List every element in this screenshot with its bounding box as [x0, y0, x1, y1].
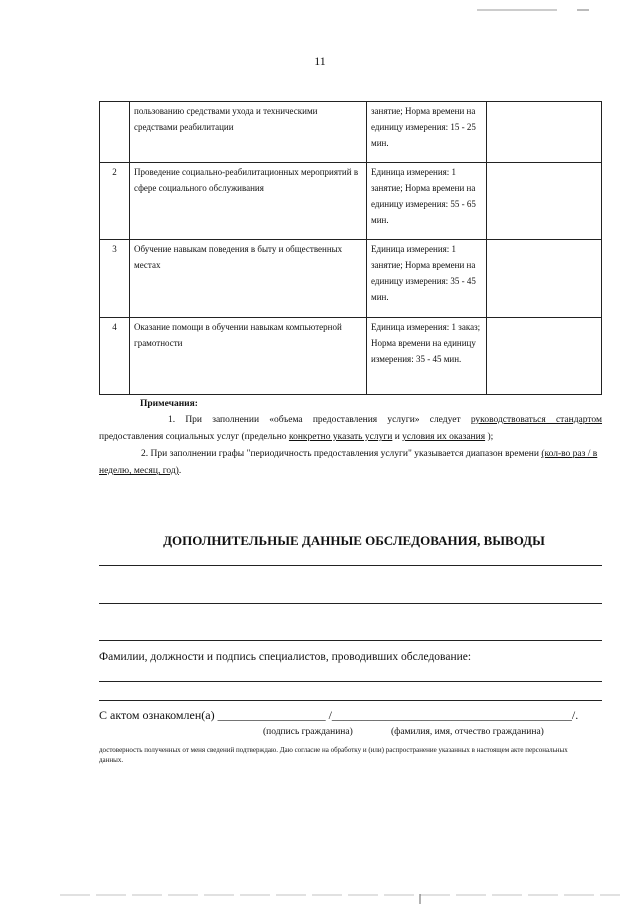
row-number: 2 [100, 163, 130, 240]
note-1-text: 1. При заполнении «объема предоставления услуги» следует [168, 415, 471, 425]
section-title: ДОПОЛНИТЕЛЬНЫЕ ДАННЫЕ ОБСЛЕДОВАНИЯ, ВЫВОДЫ [163, 533, 545, 548]
service-unit: занятие; Норма времени на единицу измерения: 15 - 25 мин. [367, 102, 487, 163]
consent-statement: достоверность полученных от меня сведений подтверждаю. Даю согласие на обработку и (или) распространение указанных в настоящем акте персональных данных. [99, 746, 568, 764]
service-extra [487, 163, 602, 240]
table-row [100, 240, 602, 318]
service-unit: Единица измерения: 1 занятие; Норма времени на единицу измерения: 35 - 45 мин. [367, 240, 487, 318]
row-number: 4 [100, 318, 130, 395]
service-extra [487, 102, 602, 163]
scan-artifact-top [477, 0, 637, 2]
specialists-label: Фамилии, должности и подпись специалистов, проводивших обследование: [99, 651, 472, 663]
note-1-text: предоставления социальных услуг (предельно [99, 432, 289, 442]
service-name: пользованию средствами ухода и техническими средствами реабилитации [130, 102, 367, 163]
service-unit: Единица измерения: 1 занятие; Норма времени на единицу измерения: 55 - 65 мин. [367, 163, 487, 240]
page-number: 11 [314, 54, 326, 68]
service-name: Проведение социально-реабилитационных мероприятий в сфере социального обслуживания [130, 163, 367, 240]
blank-line [99, 565, 602, 566]
note-2-text: 2. При заполнении графы "периодичность предоставления услуги" указывается диапазон времени [141, 449, 542, 459]
note-1-underline-services: конкретно указать услуги [288, 432, 393, 442]
services-table [99, 101, 602, 395]
note-1-text: и [392, 432, 403, 442]
service-name: Оказание помощи в обучении навыкам компьютерной грамотности [130, 318, 367, 395]
blank-line [99, 681, 602, 682]
note-1 [99, 412, 602, 446]
note-1-underline-standard: руководствоваться стандартом [470, 415, 603, 425]
name-caption: (фамилия, имя, отчество гражданина) [391, 727, 544, 737]
signature-caption: (подпись гражданина) [263, 727, 353, 737]
note-1-underline-conditions: условия их оказания [402, 432, 486, 442]
blank-line [99, 640, 602, 641]
note-2-text: . [178, 466, 182, 476]
blank-line [99, 700, 602, 701]
service-unit: Единица измерения: 1 заказ; Норма времени на единицу измерения: 35 - 45 мин. [367, 318, 487, 395]
row-number: 3 [100, 240, 130, 318]
acknowledgement-line: С актом ознакомлен(а) __________________ /________________________________________/. [99, 708, 579, 722]
row-number [100, 102, 130, 163]
service-extra [487, 318, 602, 395]
table-row [100, 318, 602, 395]
note-2-underline-period: (кол-во раз / в неделю, месяц, год) [99, 449, 598, 476]
note-1-text: ); [485, 432, 494, 442]
service-extra [487, 240, 602, 318]
scan-artifact-bottom [60, 893, 620, 911]
blank-line [99, 603, 602, 604]
notes-title: Примечания: [140, 399, 198, 409]
table-row [100, 102, 602, 163]
note-2 [99, 446, 602, 480]
table-row [100, 163, 602, 240]
service-name: Обучение навыкам поведения в быту и общественных местах [130, 240, 367, 318]
